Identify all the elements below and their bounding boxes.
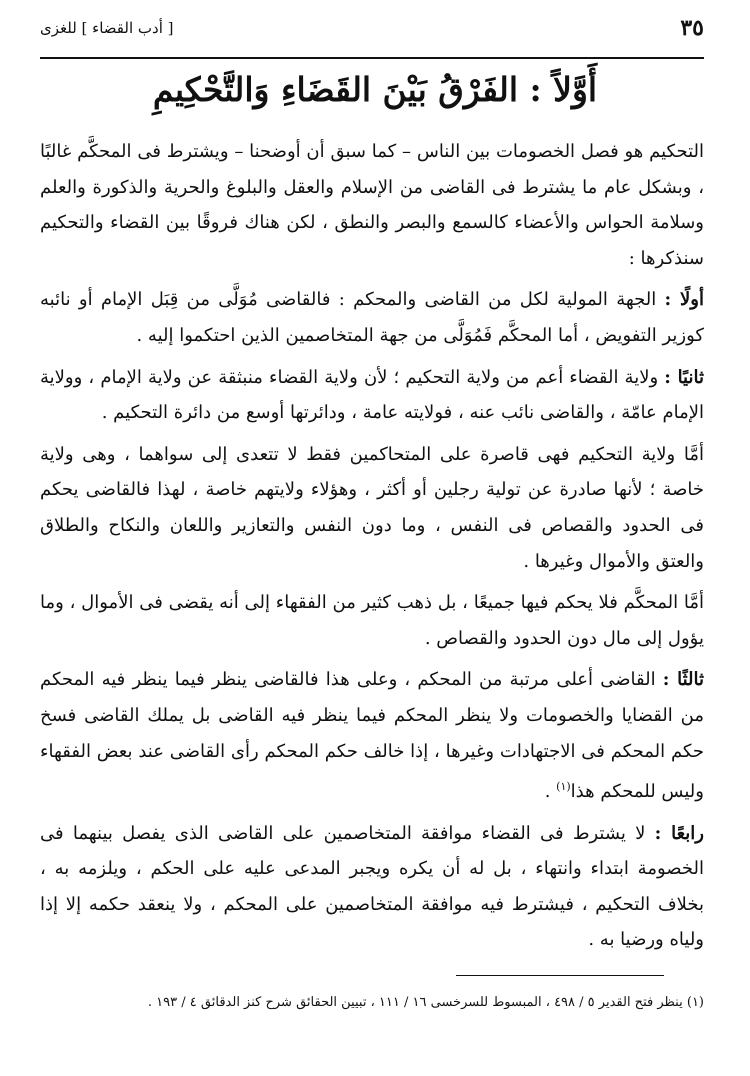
footnote-marker[interactable]: (١) — [556, 780, 571, 794]
paragraph — [40, 360, 704, 431]
paragraph-text: أمَّا المحكَّم فلا يحكم فيها جميعًا ، بل ذهب كثير من الفقهاء إلى أنه يقضى فى الأموال ، وما يؤول إلى مال دون الحدود والقصاص . — [40, 592, 704, 649]
header-rule — [40, 57, 704, 59]
footnote-rule — [456, 975, 664, 976]
paragraph — [40, 437, 704, 579]
page-header — [40, 8, 704, 48]
body-text — [40, 134, 704, 964]
paragraph — [40, 662, 704, 809]
paragraph-text: لا يشترط فى القضاء موافقة المتخاصمين على القاضى الذى يفصل بينهما فى الخصومة ابتداء وانتهاء ، بل له أن يكره ويجبر المدعى عليه على الحكم ، ويلزمه به ، بخلاف التحكيم ، فيشترط فيه موافقة المتخاصمين على المحكم ، ولا ينعقد حكمه إلا إذا ولياه ورضيا به . — [40, 822, 704, 951]
paragraph-lead: رابعًا : — [654, 822, 704, 844]
footnote: (١) ينظر فتح القدير ٥ / ٤٩٨ ، المبسوط للسرخسى ١٦ / ١١١ ، تبيين الحقائق شرح كنز الدقائق ٤ / ١٩٣ . — [147, 995, 704, 1010]
paragraph — [40, 585, 704, 656]
paragraph-lead: ثالثًا : — [662, 669, 704, 691]
paragraph-text: الجهة المولية لكل من القاضى والمحكم : فالقاضى مُوَلَّى من قِبَل الإمام أو نائبه كوزير التفويض ، أما المحكَّم فَمُوَلَّى من جهة المتخاصمين الذين احتكموا إليه . — [40, 289, 704, 346]
paragraph-tail: . — [544, 781, 557, 803]
section-title: أَوَّلاً : الفَرْقُ بَيْنَ القَضَاءِ وَالتَّحْكِيمِ — [152, 70, 598, 109]
paragraph-lead: أولًا : — [664, 289, 704, 311]
paragraph-text: ولاية القضاء أعم من ولاية التحكيم ؛ لأن ولاية القضاء منبثقة عن ولاية الإمام ، وولاية الإمام عامّة ، والقاضى نائب عنه ، فولايته عامة ، ودائرتها أوسع من دائرة التحكيم . — [40, 366, 704, 424]
paragraph-text: التحكيم هو فصل الخصومات بين الناس – كما سبق أن أوضحنا – ويشترط فى المحكَّم غالبًا ، وبشكل عام ما يشترط فى القاضى من الإسلام والعقل والبلوغ والحرية والذكورة والعلم وسلامة الحواس والأعضاء كالسمع والبصر والنطق ، لكن هناك فروقًا بين القضاء والتحكيم سنذكرها : — [40, 141, 704, 269]
page-number: ٣٥ — [680, 15, 704, 41]
paragraph — [40, 816, 704, 958]
running-title: [ أدب القضاء ] للغزى — [40, 19, 174, 37]
paragraph — [40, 134, 704, 276]
paragraph — [40, 282, 704, 353]
paragraph-text: أمَّا ولاية التحكيم فهى قاصرة على المتحاكمين فقط لا تتعدى إلى سواهما ، وهى ولاية خاصة ؛ لأنها صادرة عن تولية رجلين أو أكثر ، وهؤلاء ولايتهم خاصة ، لهذا فالقاضى يحكم فى الحدود والقصاص فى النفس ، وما دون النفس والتعازير واللعان والنكاح والطلاق والعتق والأموال وغيرها . — [40, 443, 704, 572]
paragraph-lead: ثانيًا : — [664, 366, 704, 388]
paragraph-text: القاضى أعلى مرتبة من المحكم ، وعلى هذا فالقاضى ينظر فيما ينظر فيه المحكم من القضايا والخصومات ولا ينظر المحكم فيما ينظر فيه القاضى بل يملك القاضى فسخ حكم المحكم فى الاجتهادات وغيرها ، إذا خالف حكم المحكم رأى القاضى عند بعض الفقهاء وليس للمحكم هذا — [40, 669, 704, 803]
